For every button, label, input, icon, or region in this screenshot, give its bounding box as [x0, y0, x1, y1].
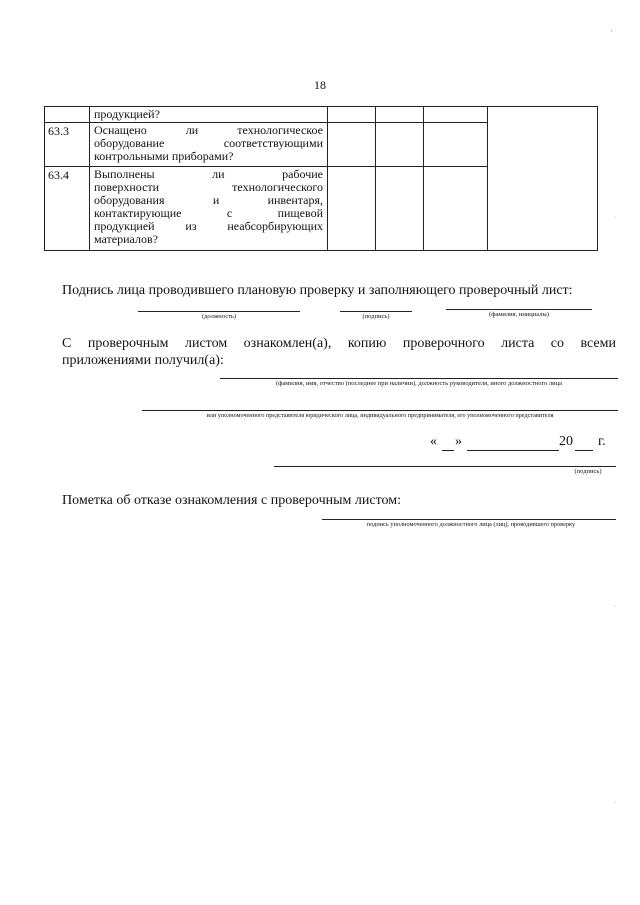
question-line: контактирующие с пищевой: [94, 206, 323, 220]
name-caption: (фамилия, инициалы): [489, 311, 549, 318]
year-prefix: 20: [559, 434, 573, 449]
scan-mark: ·: [614, 604, 616, 610]
page-number: 18: [314, 78, 326, 92]
question-line: Оснащено ли технологическое: [94, 123, 323, 137]
signature-title: Поднись лица проводившего плановую проверку и заполняющего проверочный лист:: [62, 283, 573, 298]
question-line: оборудование соответствующими: [94, 136, 323, 150]
date-signature-caption: (подпись): [574, 468, 602, 475]
answer-cell: [424, 107, 488, 123]
table-row: [45, 107, 598, 123]
answer-cell: [328, 167, 376, 251]
answer-cell: [328, 107, 376, 123]
answer-cell: [376, 107, 424, 123]
question-line: материалов?: [94, 232, 158, 246]
refusal-caption: подпись уполномоченного должностного лица (лиц), проводившего проверку: [366, 521, 576, 528]
acknowledgment-text: [62, 335, 616, 369]
answer-cell: [376, 167, 424, 251]
day-line: [442, 450, 454, 451]
position-line: [138, 311, 300, 312]
date-signature-line: [274, 466, 616, 467]
question-line: контрольными приборами?: [94, 149, 234, 163]
signature-caption: (подпись): [362, 313, 390, 320]
representative-caption: или уполномоченного представителя юридического лица, индивидуального предпринимателя, его уполномоченного представителя: [206, 412, 554, 419]
answer-cell: [424, 123, 488, 167]
question-line: Выполнены ли рабочие: [94, 167, 323, 181]
question-cell: [90, 123, 328, 167]
year-suffix: г.: [598, 434, 606, 449]
representative-line: [142, 410, 618, 411]
question-cell: [90, 167, 328, 251]
recipient-line: [220, 378, 618, 379]
acknowledgment-line-1: С проверочным листом ознакомлен(а), копию проверочного листа со всеми: [62, 336, 616, 351]
answer-cell: [424, 167, 488, 251]
year-line: [575, 450, 593, 451]
notes-cell: [488, 107, 598, 251]
row-number: [45, 107, 90, 123]
row-number: 63.4: [45, 167, 90, 251]
row-number: 63.3: [45, 123, 90, 167]
acknowledgment-line-2: приложениями получил(а):: [62, 353, 224, 368]
refusal-line: [322, 519, 616, 520]
answer-cell: [376, 123, 424, 167]
scan-mark: ·: [614, 215, 616, 221]
checklist-table: [44, 106, 598, 251]
date-close-quote: »: [455, 434, 462, 449]
name-line: [446, 309, 592, 310]
answer-cell: [328, 123, 376, 167]
scan-mark: ': [611, 30, 613, 36]
question-line: продукцией из неабсорбирующих: [94, 219, 323, 233]
signature-line: [340, 311, 412, 312]
date-open-quote: «: [430, 434, 437, 449]
position-caption: (должность): [201, 313, 237, 320]
question-cell: [90, 107, 328, 123]
scan-mark: ·: [614, 800, 616, 806]
question-line: оборудования и инвентаря,: [94, 193, 323, 207]
question-line: продукцией?: [94, 107, 160, 121]
month-line: [467, 450, 559, 451]
question-line: поверхности технологического: [94, 180, 323, 194]
refusal-title: Пометка об отказе ознакомления с проверочным листом:: [62, 493, 401, 508]
recipient-caption: (фамилия, имя, отчество (последнее при наличии), должность руководителя, иного должностного лица: [276, 380, 562, 387]
